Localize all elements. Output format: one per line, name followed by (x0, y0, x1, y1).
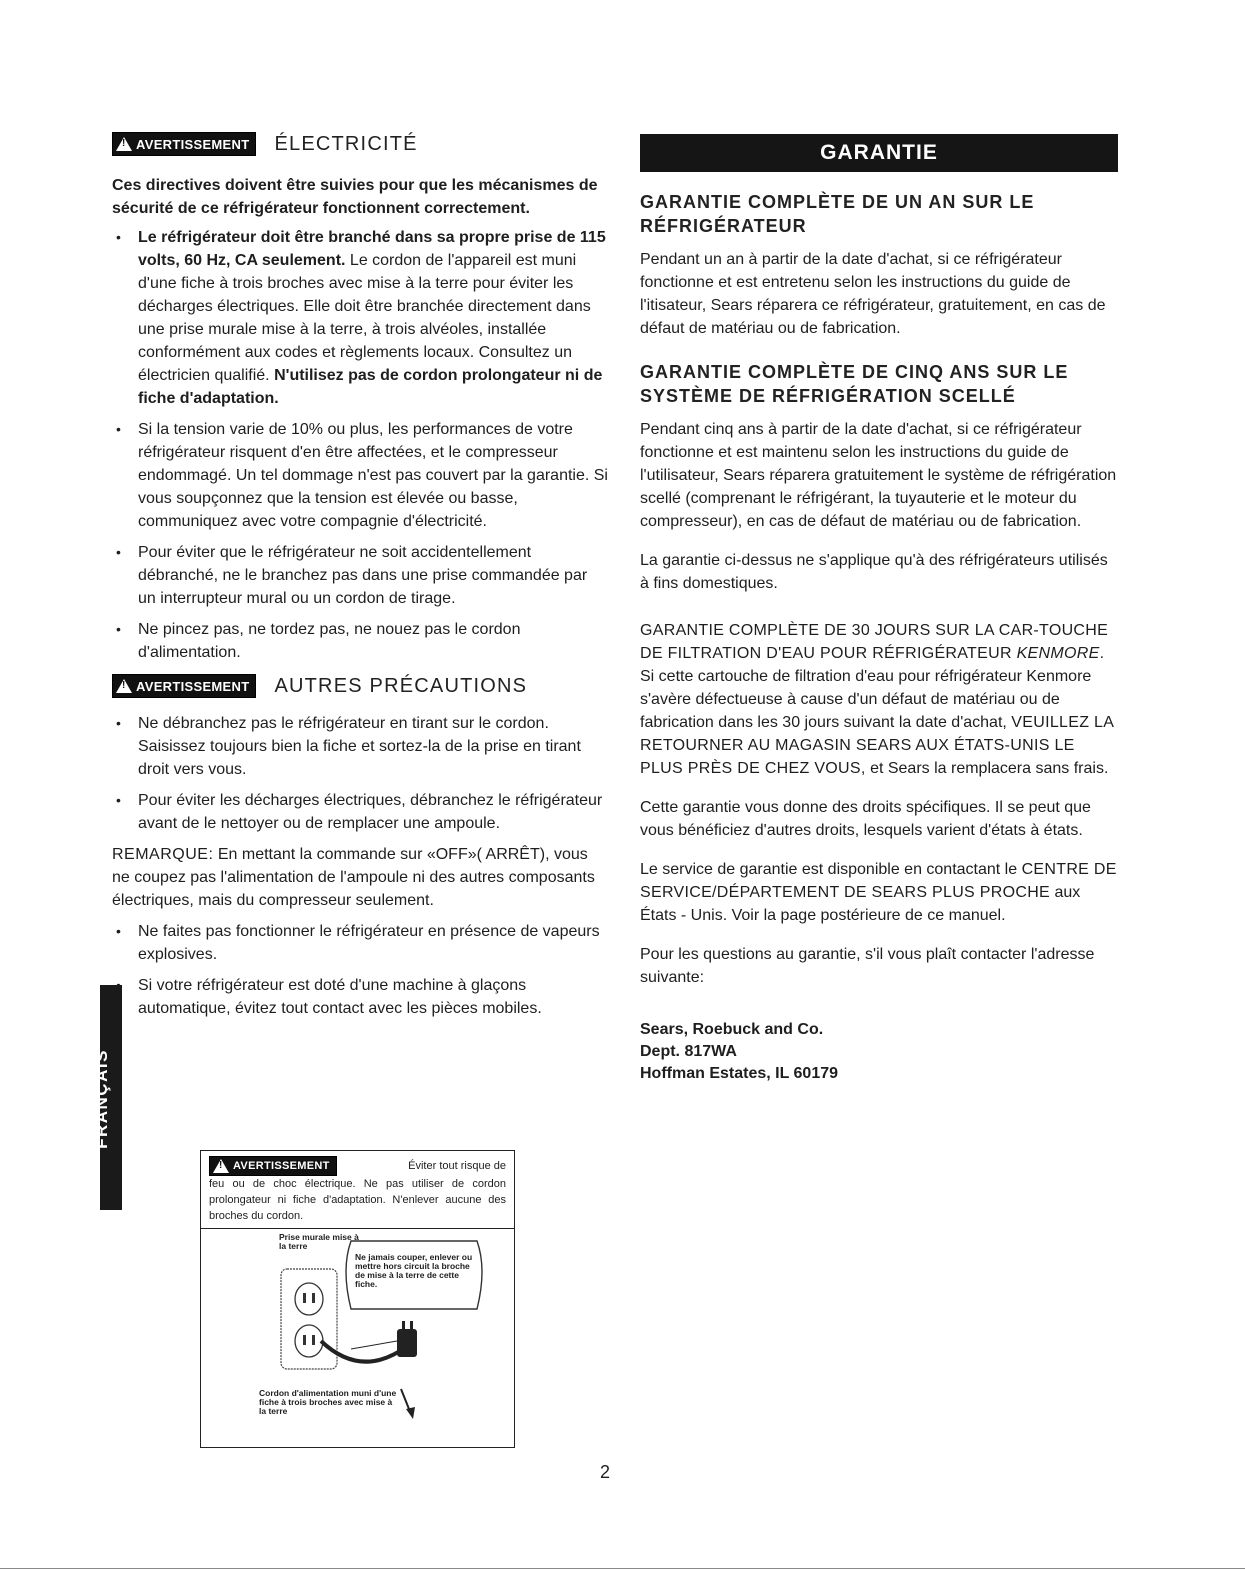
remark: REMARQUE: En mettant la commande sur «OFF»( ARRÊT), vous ne coupez pas l'alimentation de l'ampoule ni des autres composants électriques, mais du compresseur seulement. (112, 846, 595, 909)
warranty-paragraph-6: Le service de garantie est disponible en contactant le CENTRE DE SERVICE/DÉPARTEMENT DE SEARS PLUS PROCHE aux États - Unis. Voir la page postérieure de ce manuel. (640, 861, 1117, 924)
warning-badge: ! AVERTISSEMENT (112, 674, 256, 698)
cord-label: Cordon d'alimentation muni d'une fiche à trois broches avec mise à la terre (259, 1388, 397, 1416)
precautions-list-2 (112, 920, 609, 1020)
warning-triangle-icon (116, 137, 132, 151)
warranty-paragraph-3: La garantie ci-dessus ne s'applique qu'à des réfrigérateurs utilisés à fins domestiques. (640, 552, 1108, 592)
warranty-paragraph-2: Pendant cinq ans à partir de la date d'achat, si ce réfrigérateur fonctionne et est maintenu selon les instructions du guide de l'utilisateur, Sears réparera gratuitement le système de réfrigération scellé (comprenant le réfrigérant, la tuyauterie et le moteur du compresseur), en cas de défaut de matériau ou de fabrication. (640, 421, 1117, 530)
warning-badge: ! AVERTISSEMENT (209, 1156, 337, 1176)
list-item: • Le réfrigérateur doit être branché dans sa propre prise de 115 volts, 60 Hz, CA seulement. Le cordon de l'appareil est muni d'une fiche à trois broches avec mise à la terre pour éviter les décharges électriques. Elle doit être branchée directement dans une prise murale mise à la terre, à trois alvéoles, installée conformément aux codes et règlements locaux. Consultez un électricien qualifié. N'utilisez pas de cordon prolongateur ni de fiche d'adaptation. (112, 226, 609, 410)
warning-triangle-icon (213, 1159, 229, 1173)
list-item: • Ne pincez pas, ne tordez pas, ne nouez pas le cordon d'alimentation. (112, 618, 609, 664)
list-item: • Pour éviter les décharges électriques, débranchez le réfrigérateur avant de le nettoyer ou de remplacer une ampoule. (112, 789, 609, 835)
grounded-plug-illustration (201, 1229, 514, 1439)
warning-triangle-icon (116, 679, 132, 693)
list-item: • Ne faites pas fonctionner le réfrigérateur en présence de vapeurs explosives. (112, 920, 609, 966)
precautions-title: AUTRES PRÉCAUTIONS (274, 674, 528, 697)
warranty-paragraph-5: Cette garantie vous donne des droits spécifiques. Il se peut que vous bénéficiez d'autres droits, lesquels varient d'états à états. (640, 799, 1091, 839)
grounding-warning-box (200, 1150, 515, 1448)
warranty-paragraph-4: GARANTIE COMPLÈTE DE 30 JOURS SUR LA CAR-TOUCHE DE FILTRATION D'EAU POUR RÉFRIGÉRATEUR KENMORE. Si cette cartouche de filtration d'eau pour réfrigérateur Kenmore s'avère défectueuse à cause d'un défaut de matériau ou de fabrication dans les 30 jours suivant la date d'achat, VEUILLEZ LA RETOURNER AU MAGASIN SEARS AUX ÉTATS-UNIS LE PLUS PRÈS DE CHEZ VOUS, et Sears la remplacera sans frais. (640, 622, 1114, 777)
warranty-heading-1: GARANTIE COMPLÈTE DE UN AN SUR LE RÉFRIGÉRATEUR (640, 192, 1035, 236)
electricity-title: ÉLECTRICITÉ (274, 132, 418, 155)
language-side-tab-label: FRANÇAIS (92, 1049, 111, 1149)
precautions-header (112, 674, 609, 698)
box-warning-text: ! AVERTISSEMENT Éviter tout risque de feu ou de choc électrique. Ne pas utiliser de cordon prolongateur ni fiche d'adaptation. N'enlever aucune des broches du cordon. (201, 1151, 514, 1229)
bottom-rule (0, 1568, 1245, 1569)
list-item: • Ne débranchez pas le réfrigérateur en tirant sur le cordon. Saisissez toujours bien la fiche et sortez-la de la prise en tirant droit vers vous. (112, 712, 609, 781)
warranty-paragraph-7: Pour les questions au garantie, s'il vous plaît contacter l'adresse suivante: (640, 946, 1095, 986)
right-column (640, 134, 1118, 1085)
list-item: • Si votre réfrigérateur est doté d'une machine à glaçons automatique, évitez tout contact avec les pièces mobiles. (112, 974, 609, 1020)
never-remove-label: Ne jamais couper, enlever ou mettre hors circuit la broche de mise à la terre de cette fiche. (355, 1252, 473, 1289)
page-number: 2 (600, 1462, 611, 1482)
list-item: • Pour éviter que le réfrigérateur ne soit accidentellement débranché, ne le branchez pas dans une prise commandée par un interrupteur mural ou un cordon de tirage. (112, 541, 609, 610)
warning-badge: ! AVERTISSEMENT (112, 132, 256, 156)
outlet-label: Prise murale mise à la terre (279, 1232, 359, 1251)
sears-address: Sears, Roebuck and Co. Dept. 817WA Hoffman Estates, IL 60179 (640, 1021, 839, 1082)
electricity-header (112, 132, 609, 156)
electricity-intro: Ces directives doivent être suivies pour que les mécanismes de sécurité de ce réfrigérateur fonctionnent correctement. (112, 177, 598, 217)
left-column (112, 132, 609, 1028)
warranty-banner: GARANTIE (640, 134, 1118, 172)
precautions-list (112, 712, 609, 835)
warranty-heading-2: GARANTIE COMPLÈTE DE CINQ ANS SUR LE SYSTÈME DE RÉFRIGÉRATION SCELLÉ (640, 362, 1069, 406)
electricity-list (112, 226, 609, 664)
list-item: • Si la tension varie de 10% ou plus, les performances de votre réfrigérateur risquent d'en être affectées, et le compresseur endommagé. Un tel dommage n'est pas couvert par la garantie. Si vous soupçonnez que la tension est élevée ou basse, communiquez avec votre compagnie d'électricité. (112, 418, 609, 533)
warranty-paragraph-1: Pendant un an à partir de la date d'achat, si ce réfrigérateur fonctionne et est entretenu selon les instructions du guide de l'itisateur, Sears réparera ce réfrigérateur, gratuitement, en cas de défaut de matériau ou de fabrication. (640, 251, 1106, 337)
